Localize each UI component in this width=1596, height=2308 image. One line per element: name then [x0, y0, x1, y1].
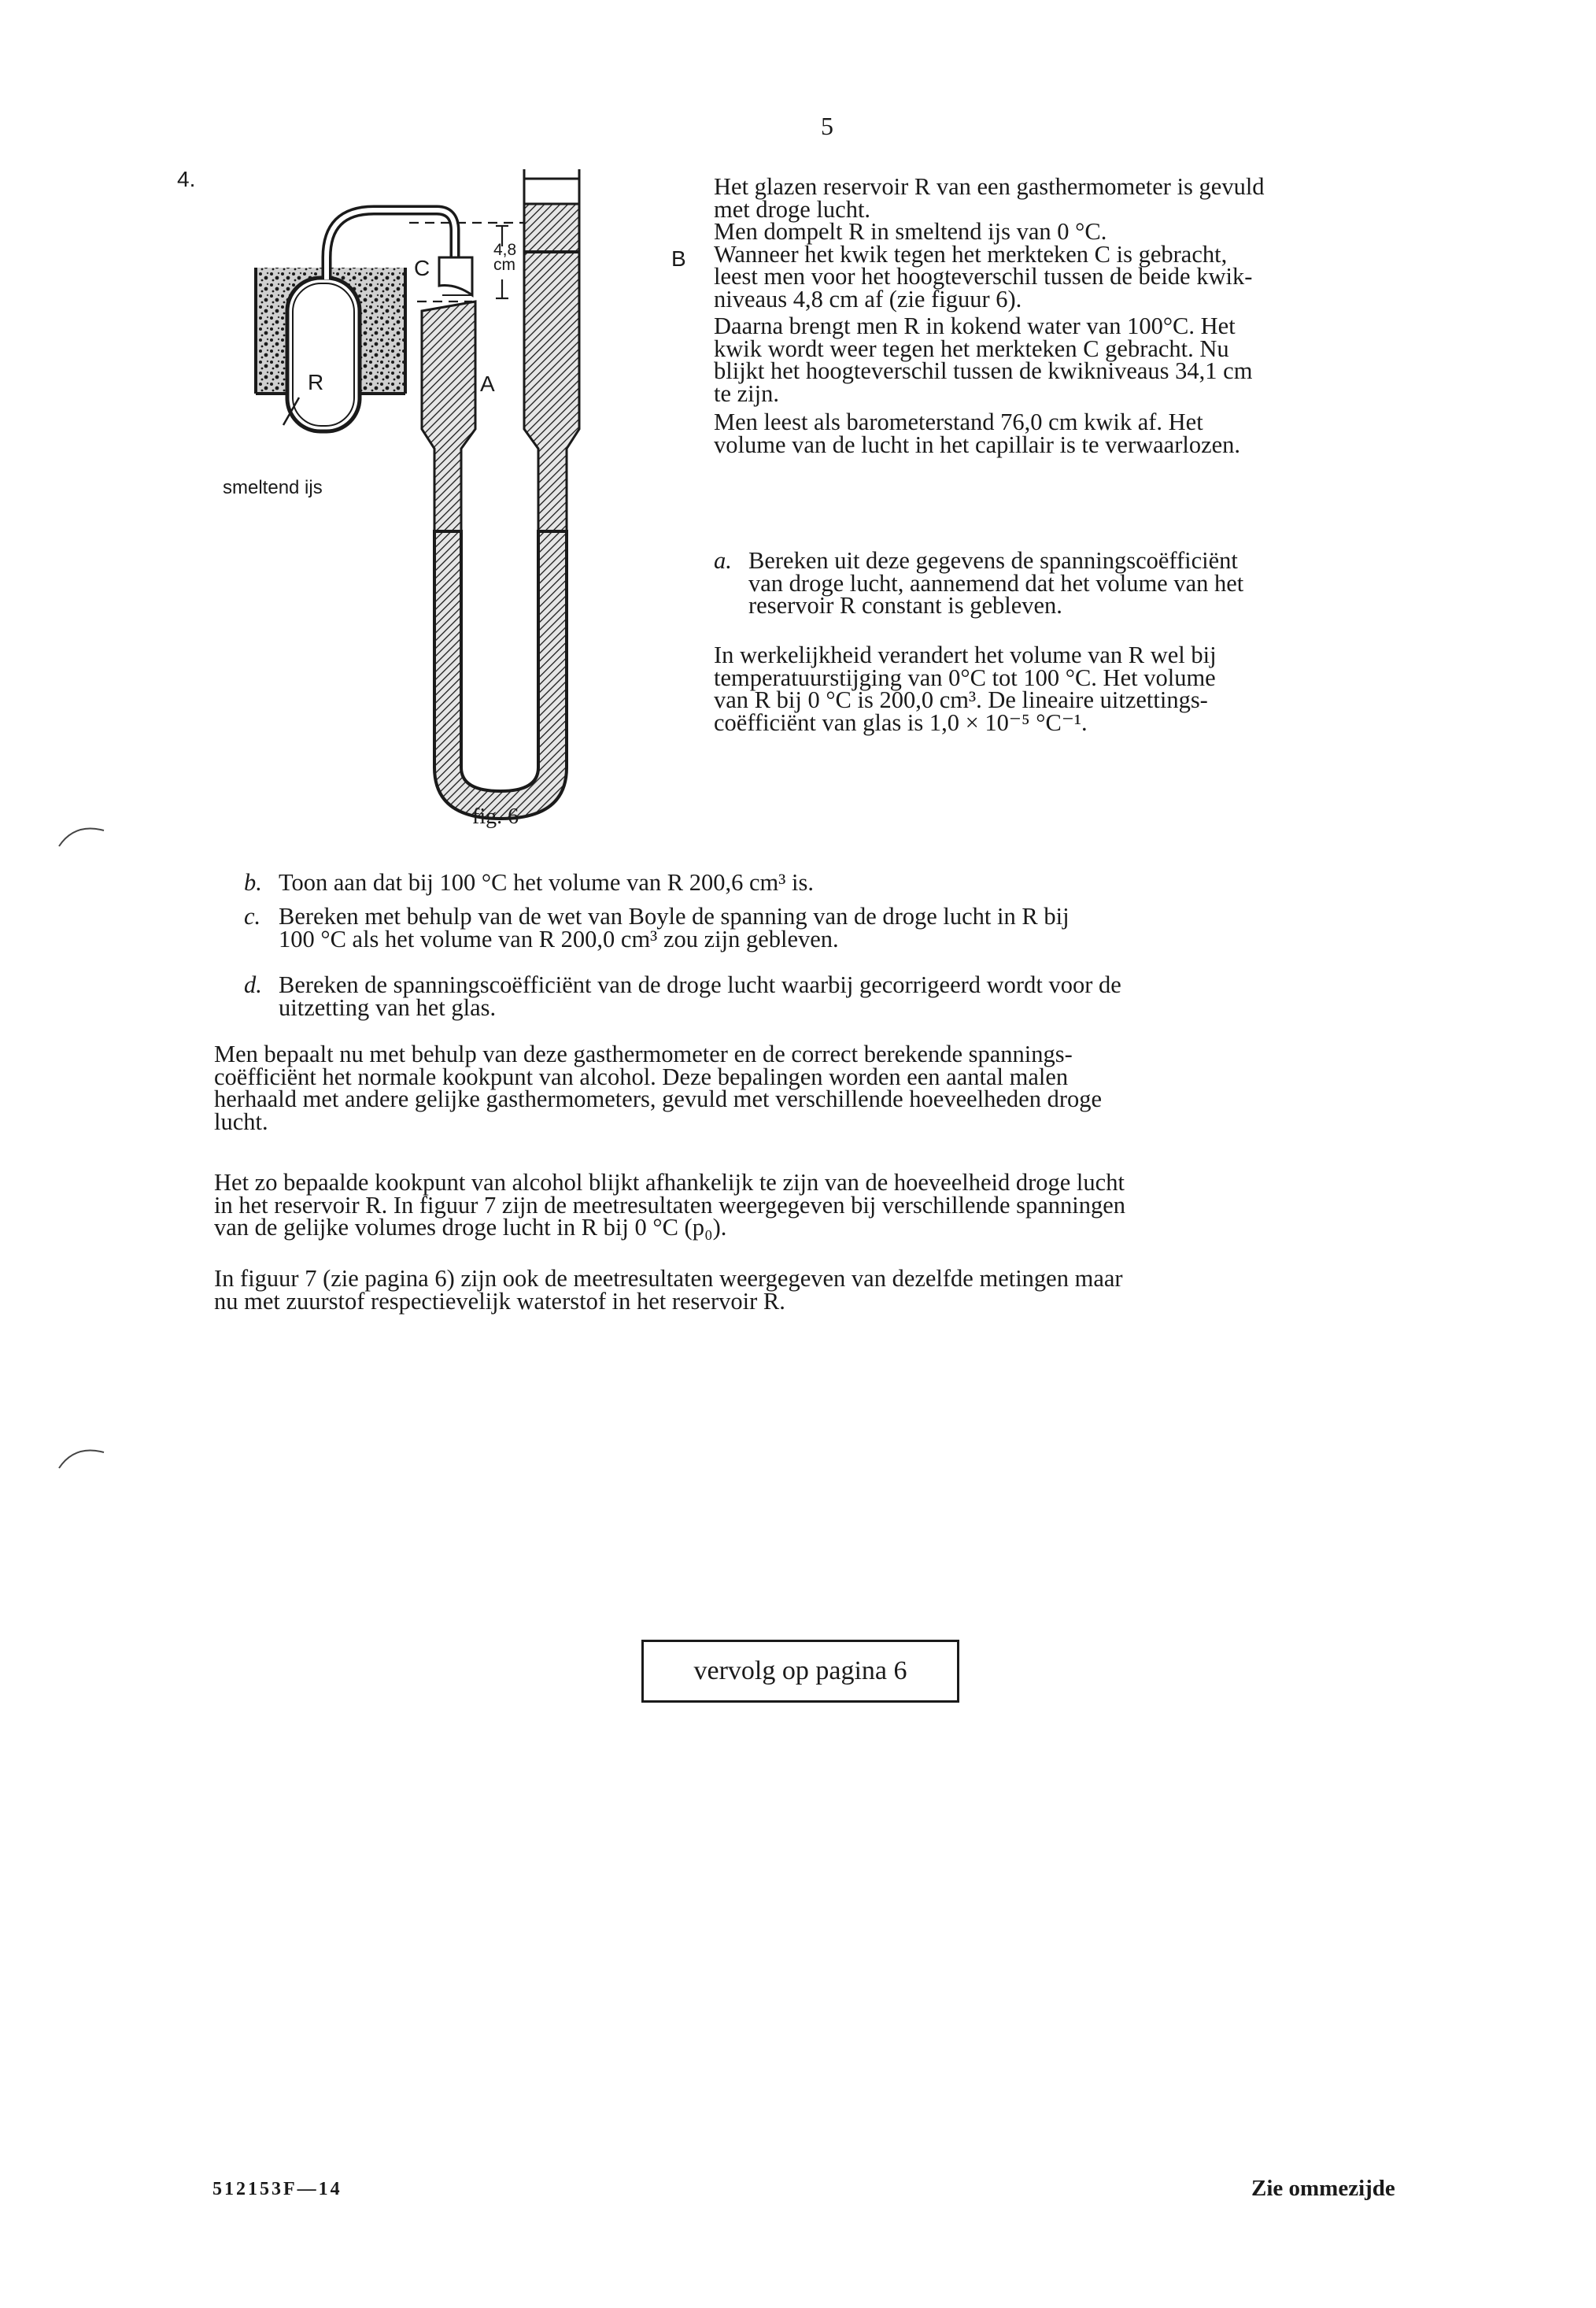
- label-c: C: [414, 256, 430, 280]
- text-line: Toon aan dat bij 100 °C het volume van R 200,6 cm³ is.: [279, 869, 814, 896]
- text-line: van droge lucht, aannemend dat het volume van het: [748, 569, 1244, 597]
- label-height-value: 4,8: [493, 241, 517, 259]
- text-line: temperatuurstijging van 0°C tot 100 °C. Het volume: [714, 664, 1216, 691]
- boiling-paragraph: [214, 1043, 1102, 1133]
- question-a: [714, 549, 1422, 620]
- footer-code: 512153F—14: [212, 2179, 342, 2199]
- text-line: In werkelijkheid verandert het volume van R wel bij: [714, 642, 1217, 668]
- text-line: Men bepaalt nu met behulp van deze gasthermometer en de correct berekende spannings-: [214, 1041, 1073, 1067]
- continue-label: vervolg op pagina 6: [693, 1656, 907, 1685]
- text-line: volume van de lucht in het capillair is te verwaarlozen.: [714, 431, 1241, 458]
- text-line: Bereken de spanningscoëfficiënt van de droge lucht waarbij gecorrigeerd wordt voor de: [279, 971, 1121, 998]
- dependence-paragraph: [214, 1171, 1125, 1239]
- text-line: kwik wordt weer tegen het merkteken C gebracht. Nu: [714, 335, 1229, 362]
- page-number: 5: [821, 112, 833, 140]
- question-b: [244, 871, 1424, 895]
- text-line: Bereken met behulp van de wet van Boyle de spanning van de droge lucht in R bij: [279, 903, 1070, 930]
- question-c: [244, 905, 1424, 952]
- text-line: Men leest als barometerstand 76,0 cm kwik af. Het: [714, 409, 1203, 435]
- text-line: Het zo bepaalde kookpunt van alcohol blijkt afhankelijk te zijn van de hoeveelheid droge lucht: [214, 1169, 1125, 1196]
- text-line: 100 °C als het volume van R 200,0 cm³ zou zijn gebleven.: [279, 925, 839, 952]
- label-height-unit: cm: [493, 256, 515, 274]
- text-line: Men dompelt R in smeltend ijs van 0 °C.: [714, 218, 1107, 245]
- text-line: blijkt het hoogteverschil tussen de kwikniveaus 34,1 cm: [714, 357, 1253, 384]
- text-line: Bereken uit deze gegevens de spanningscoëfficiënt: [748, 547, 1238, 574]
- text-line: nu met zuurstof respectievelijk waterstof in het reservoir R.: [214, 1287, 785, 1315]
- text-line: uitzetting van het glas.: [279, 993, 497, 1021]
- label-height: [493, 241, 517, 274]
- text-line: te zijn.: [714, 379, 779, 407]
- text-line: van R bij 0 °C is 200,0 cm³. De lineaire uitzettings-: [714, 686, 1208, 713]
- text-line: met droge lucht.: [714, 195, 871, 223]
- label-r: R: [308, 370, 324, 394]
- figure-caption: fig. 6: [472, 804, 519, 829]
- text-line: leest men voor het hoogteverschil tussen de beide kwik-: [714, 263, 1253, 290]
- figure7-paragraph: [214, 1265, 1123, 1315]
- punch-hole-mark: [55, 811, 118, 874]
- text-line: in het reservoir R. In figuur 7 zijn de meetresultaten weergegeven bij verschillende spanningen: [214, 1191, 1126, 1219]
- expansion-paragraph: [714, 644, 1217, 734]
- question-d: [244, 971, 1424, 1021]
- text-line: herhaald met andere gelijke gasthermometers, gevuld met verschillende hoeveelheden droge: [214, 1086, 1103, 1112]
- continue-box: [641, 1640, 959, 1703]
- text-line: In figuur 7 (zie pagina 6) zijn ook de meetresultaten weergegeven van dezelfde metingen maar: [214, 1265, 1123, 1292]
- text-line: Het glazen reservoir R van een gasthermometer is gevuld: [714, 173, 1265, 200]
- punch-hole-mark: [55, 1433, 118, 1496]
- gas-thermometer-figure: [236, 161, 693, 862]
- text-line: lucht.: [214, 1108, 268, 1135]
- question-number: 4.: [177, 167, 196, 191]
- text-line: reservoir R constant is gebleven.: [748, 592, 1062, 619]
- text-line: van de gelijke volumes droge lucht in R bij 0 °C (p₀).: [214, 1214, 727, 1241]
- reservoir-bulb: [287, 278, 360, 431]
- text-line: Wanneer het kwik tegen het merkteken C is gebracht,: [714, 240, 1228, 268]
- label-b: B: [671, 246, 686, 271]
- intro-paragraph: [714, 173, 1265, 458]
- text-line: niveaus 4,8 cm af (zie figuur 6).: [714, 285, 1022, 313]
- footer-right: Zie ommezijde: [1251, 2176, 1395, 2201]
- text-line: coëfficiënt het normale kookpunt van alcohol. Deze bepalingen worden een aantal malen: [214, 1063, 1069, 1090]
- label-a: A: [480, 372, 495, 396]
- text-line: coëfficiënt van glas is 1,0 × 10⁻⁵ °C⁻¹.: [714, 708, 1088, 736]
- question-a-letter: a.: [714, 547, 732, 574]
- question-c-letter: c.: [244, 903, 261, 930]
- text-line: Daarna brengt men R in kokend water van 100°C. Het: [714, 313, 1236, 339]
- label-ice: smeltend ijs: [223, 477, 323, 498]
- question-d-letter: d.: [244, 971, 262, 998]
- question-b-letter: b.: [244, 869, 262, 896]
